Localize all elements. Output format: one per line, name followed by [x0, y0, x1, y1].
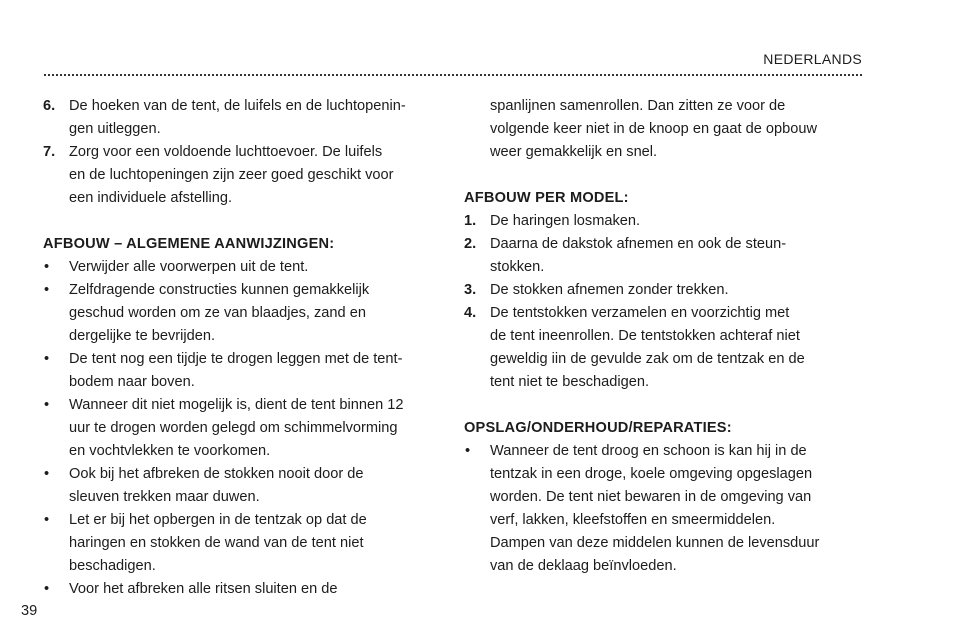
- bullet-mark: •: [44, 466, 50, 482]
- numbered-item: [464, 210, 859, 233]
- item-text: [69, 463, 443, 509]
- item-text: [69, 256, 443, 279]
- bullet-item: [43, 578, 443, 601]
- numbered-item: [464, 233, 859, 279]
- text-line: Zelfdragende constructies kunnen gemakkelijk: [69, 282, 370, 298]
- item-text: [69, 578, 443, 601]
- text-line: Wanneer dit niet mogelijk is, dient de tent binnen 12: [69, 397, 404, 413]
- bullet-mark: •: [44, 351, 50, 367]
- item-text: [490, 233, 859, 279]
- bullet-mark: •: [44, 259, 50, 275]
- item-number: 4.: [464, 305, 477, 321]
- spacer: [464, 164, 859, 187]
- text-line: haringen en stokken de wand van de tent niet: [69, 535, 364, 551]
- text-line: tent niet te beschadigen.: [490, 374, 650, 390]
- bullet-item: [464, 440, 859, 578]
- text-line: sleuven trekken maar duwen.: [69, 489, 260, 505]
- text-line: en de luchtopeningen zijn zeer goed geschikt voor: [69, 167, 394, 183]
- bullet-mark: •: [44, 282, 50, 298]
- item-text: [69, 509, 443, 578]
- item-number: 1.: [464, 213, 477, 229]
- bullet-mark: •: [44, 512, 50, 528]
- numbered-item: [464, 279, 859, 302]
- text-line: worden. De tent niet bewaren in de omgeving van: [490, 489, 812, 505]
- text-line: uur te drogen worden gelegd om schimmelvorming: [69, 420, 398, 436]
- text-line: dergelijke te bevrijden.: [69, 328, 216, 344]
- text-line: weer gemakkelijk en snel.: [490, 144, 658, 160]
- text-line: Let er bij het opbergen in de tentzak op dat de: [69, 512, 367, 528]
- section-title-storage: OPSLAG/ONDERHOUD/REPARATIES:: [464, 420, 732, 436]
- text-line: spanlijnen samenrollen. Dan zitten ze voor de: [490, 98, 786, 114]
- bullet-item: [43, 509, 443, 578]
- text-line: beschadigen.: [69, 558, 156, 574]
- text-line: Dampen van deze middelen kunnen de levensduur: [490, 535, 820, 551]
- text-line: van de deklaag beïnvloeden.: [490, 558, 677, 574]
- bullet-mark: •: [44, 581, 50, 597]
- item-text: [69, 348, 443, 394]
- text-line: bodem naar boven.: [69, 374, 195, 390]
- item-text: [69, 95, 443, 141]
- bullet-item: [43, 348, 443, 394]
- item-number: 2.: [464, 236, 477, 252]
- spacer: [464, 394, 859, 417]
- item-text: [490, 279, 859, 302]
- bullet-item: [43, 256, 443, 279]
- item-text: [490, 210, 859, 233]
- text-line: Wanneer de tent droog en schoon is kan hij in de: [490, 443, 807, 459]
- item-number: 7.: [43, 144, 56, 160]
- text-line: De hoeken van de tent, de luifels en de luchtopenin-: [69, 98, 406, 114]
- right-column: [464, 95, 859, 578]
- text-line: Daarna de dakstok afnemen en ook de steun-: [490, 236, 787, 252]
- bullet-mark: •: [44, 397, 50, 413]
- text-line: De stokken afnemen zonder trekken.: [490, 282, 729, 298]
- numbered-item: [43, 95, 443, 141]
- page-number: 39: [21, 603, 38, 619]
- text-line: de tent ineenrollen. De tentstokken achteraf niet: [490, 328, 800, 344]
- text-line: geweldig iin de gevulde zak om de tentzak en de: [490, 351, 805, 367]
- text-line: verf, lakken, kleefstoffen en smeermiddelen.: [490, 512, 776, 528]
- item-text: [490, 440, 859, 578]
- header-dotted-divider: [44, 74, 862, 76]
- bullet-item: [43, 463, 443, 509]
- text-line: geschud worden om ze van blaadjes, zand en: [69, 305, 366, 321]
- item-number: 3.: [464, 282, 477, 298]
- text-line: Voor het afbreken alle ritsen sluiten en de: [69, 581, 338, 597]
- continued-text: [464, 95, 859, 164]
- text-line: Ook bij het afbreken de stokken nooit door de: [69, 466, 364, 482]
- item-text: [69, 279, 443, 348]
- section-title-per-model: AFBOUW PER MODEL:: [464, 190, 629, 206]
- text-line: een individuele afstelling.: [69, 190, 233, 206]
- text-line: De tentstokken verzamelen en voorzichtig met: [490, 305, 790, 321]
- bullet-item: [43, 279, 443, 348]
- text-line: De haringen losmaken.: [490, 213, 641, 229]
- item-number: 6.: [43, 98, 56, 114]
- text-line: De tent nog een tijdje te drogen leggen met de tent-: [69, 351, 403, 367]
- text-line: Verwijder alle voorwerpen uit de tent.: [69, 259, 309, 275]
- numbered-item: [464, 302, 859, 394]
- text-line: stokken.: [490, 259, 545, 275]
- section-title-general: AFBOUW – ALGEMENE AANWIJZINGEN:: [43, 236, 335, 252]
- text-line: en vochtvlekken te voorkomen.: [69, 443, 271, 459]
- text-line: tentzak in een droge, koele omgeving opgeslagen: [490, 466, 813, 482]
- item-text: [490, 302, 859, 394]
- left-column: [43, 95, 443, 601]
- text-line: volgende keer niet in de knoop en gaat de opbouw: [490, 121, 817, 137]
- item-text: [69, 141, 443, 210]
- numbered-item: [43, 141, 443, 210]
- bullet-item: [43, 394, 443, 463]
- language-label: NEDERLANDS: [763, 51, 862, 67]
- text-line: gen uitleggen.: [69, 121, 161, 137]
- item-text: [69, 394, 443, 463]
- text-line: Zorg voor een voldoende luchttoevoer. De luifels: [69, 144, 383, 160]
- spacer: [43, 210, 443, 233]
- bullet-mark: •: [465, 443, 471, 459]
